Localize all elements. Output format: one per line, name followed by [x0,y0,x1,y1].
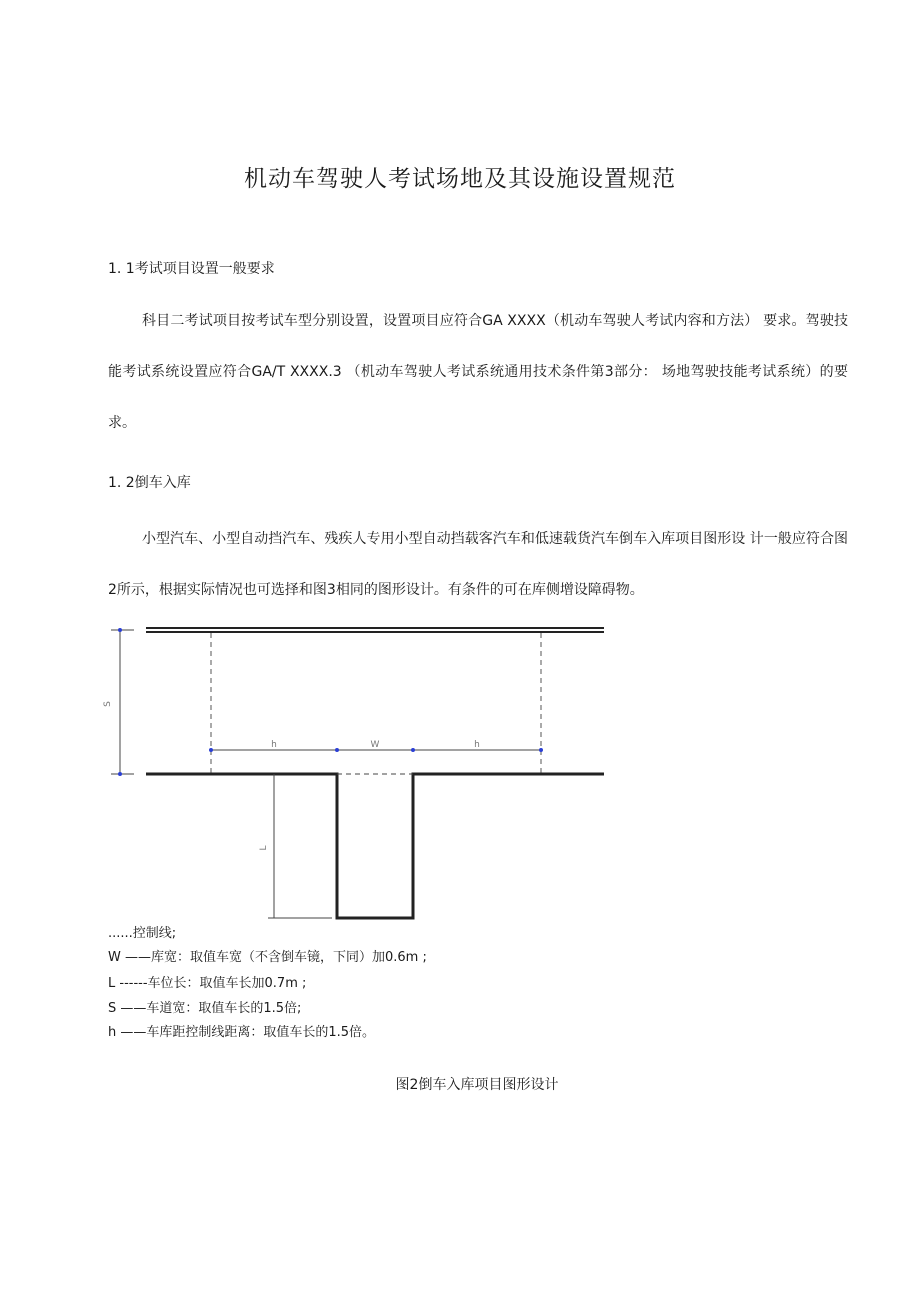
section-heading-1-2: 1. 2倒车入库 [108,475,191,491]
h-right-dim-label: h [474,740,480,750]
dim-marker [539,748,543,752]
document-title: 机动车驾驶人考试场地及其设施设置规范 [244,166,676,192]
legend-l: L ------车位长：取值车长加0.7m ; [108,976,307,991]
dim-marker [209,748,213,752]
dim-marker [335,748,339,752]
w-dim-label: W [370,740,380,750]
legend-h: h ——车库距控制线距离：取值车长的1.5倍。 [108,1025,376,1040]
s-dim-marker-top [118,628,122,632]
section-paragraph-1-2: 小型汽车、小型自动挡汽车、残疾人专用小型自动挡载客汽车和低速载货汽车倒车入库项目图形设 计一般应符合图2所示，根据实际情况也可选择和图3相同的图形设计。有条件的可在库侧增设障碍物。 [108,531,848,598]
legend-w: W ——库宽：取值车宽（不含倒车镜，下同）加0.6m ; [108,950,427,965]
legend-s: S ——车道宽：取值车长的1.5倍; [108,1001,302,1016]
h-left-dim-label: h [271,740,277,750]
garage-outline [146,774,604,918]
s-dim-label: S [103,701,113,707]
figure-caption: 图2倒车入库项目图形设计 [395,1077,559,1093]
l-dim-label: L [259,845,269,851]
dim-marker [411,748,415,752]
section-heading-1-1: 1. 1考试项目设置一般要求 [108,261,275,277]
legend-control-line: ......控制线; [108,926,177,941]
s-dim-marker-bottom [118,772,122,776]
section-paragraph-1-1: 科目二考试项目按考试车型分别设置，设置项目应符合GA XXXX（机动车驾驶人考试内容和方法） 要求。驾驶技能考试系统设置应符合GA/T XXXX.3 （机动车驾驶人考试系统通用技术条件第3部分： 场地驾驶技能考试系统）的要求。 [108,313,848,431]
